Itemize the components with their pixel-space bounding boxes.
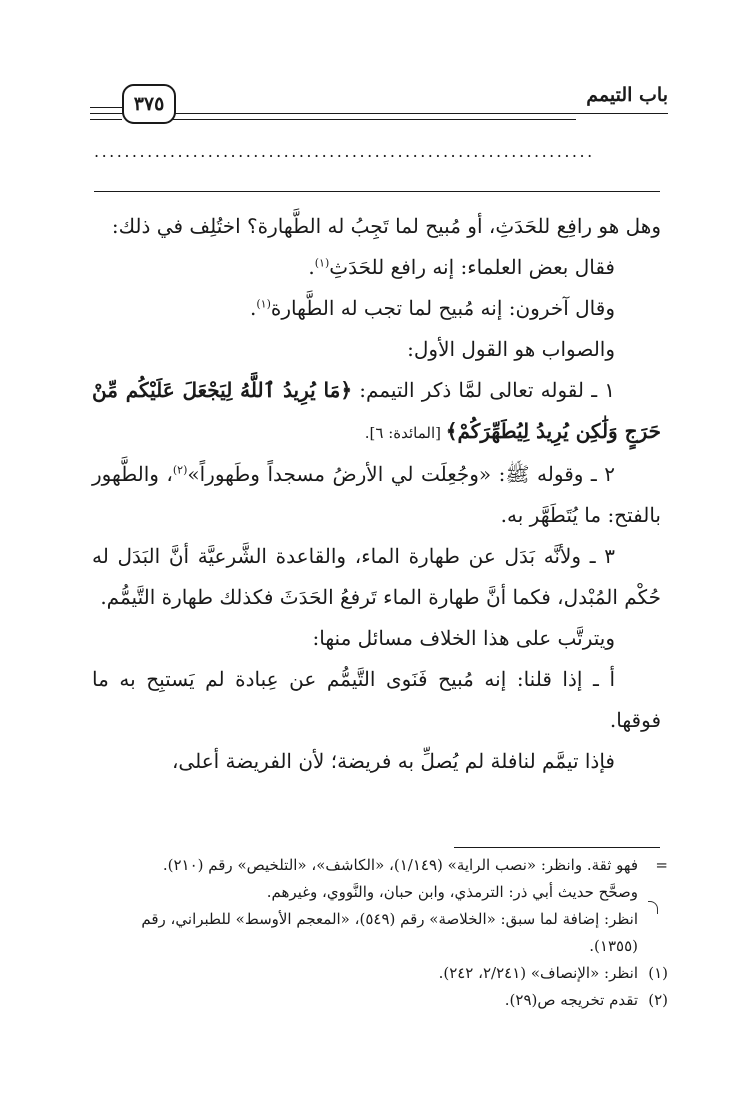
dotted-separator: .................................................................. <box>94 142 595 161</box>
footnote-rule <box>454 847 660 848</box>
footnote-number: = <box>655 856 668 874</box>
footnote-text: انظر: إضافة لما سبق: «الخلاصة» رقم (٥٤٩)، «المعجم الأوسط» للطبراني، رقم (١٣٥٥). <box>141 910 638 955</box>
paragraph: والصواب هو القول الأول: <box>407 337 615 361</box>
footnote <box>92 906 668 960</box>
paragraph: وهل هو رافِع للحَدَثِ، أو مُبيح لما تَجِبُ له الطَّهارة؟ اختُلِف في ذلك: <box>111 214 661 238</box>
page-number: ٣٧٥ <box>122 84 176 124</box>
footnote-marker: (١) <box>256 297 271 311</box>
paragraph-text: . <box>250 296 257 320</box>
paragraph-text: ١ ـ لقوله تعالى لمَّا ذكر التيمم: <box>352 378 615 402</box>
main-text <box>92 206 661 782</box>
paragraph: أ ـ إذا قلنا: إنه مُبيح فَنَوى التَّيمُّم عن عِبادة لم يَستبِح به ما فوقها. <box>92 667 661 732</box>
footnote <box>92 960 668 987</box>
footnote <box>92 879 668 906</box>
paragraph-text: ٢ ـ وقوله ﷺ: «وجُعِلَت لي الأرضُ مسجداً وطَهوراً» <box>187 462 615 486</box>
footnote-number: (٢) <box>648 991 668 1009</box>
footnote-number: (١) <box>648 964 668 982</box>
quran-verse: ﴿مَا يُرِيدُ ٱللَّهُ لِيَجْعَلَ عَلَيْكُم مِّنْ حَرَجٍ وَلَٰكِن يُرِيدُ لِيُطَهِّرَكُمْ﴾ <box>92 378 661 443</box>
paragraph <box>92 247 661 288</box>
paragraph-text: ، والطَّهور بالفتح: ما يُتَطَهَّر به. <box>92 462 661 527</box>
footnote-marker: (١) <box>314 256 330 270</box>
footnote-number <box>638 906 668 960</box>
footnote-marker: (٢) <box>172 463 188 477</box>
footnote-text: انظر: «الإنصاف» (٢/٢٤١، ٢٤٢). <box>438 964 638 982</box>
paragraph-text: وقال آخرون: إنه مُبيح لما تجب له الطَّهارة <box>270 296 615 320</box>
footnote-number <box>638 879 668 906</box>
header-rule <box>90 113 668 114</box>
paragraph-text: فقال بعض العلماء: إنه رافع للحَدَثِ <box>329 255 615 279</box>
footnote <box>92 987 668 1014</box>
footnote-text: تقدم تخريجه ص(٢٩). <box>504 991 638 1009</box>
footnotes <box>92 852 668 1014</box>
paragraph: ٣ ـ ولأنَّه بَدَل عن طهارة الماء، والقاعدة الشَّرعيَّة أنَّ البَدَل له حُكْم المُبْدل، فكما أنَّ طهارة الماء تَرفعُ الحَدَثَ فكذلك طهارة التَّيمُّم. <box>92 544 661 609</box>
page-header <box>90 80 668 124</box>
top-divider <box>94 191 660 192</box>
verse-reference: [المائدة: ٦]. <box>364 424 446 442</box>
header-rule <box>90 107 122 108</box>
footnote <box>92 852 668 879</box>
footnote-text: وصحَّح حديث أبي ذر: الترمذي، وابن حبان، والنَّووي، وغيرهم. <box>266 883 638 901</box>
paragraph: ويترتَّب على هذا الخلاف مسائل منها: <box>312 626 615 650</box>
paragraph: فإذا تيمَّم لنافلة لم يُصلِّ به فريضة؛ لأن الفريضة أعلى، <box>171 749 615 773</box>
paragraph <box>92 288 661 329</box>
footnote-text: فهو ثقة. وانظر: «نصب الراية» (١/١٤٩)، «الكاشف»، «التلخيص» رقم (٢١٠). <box>162 856 638 874</box>
paragraph-text: . <box>308 255 315 279</box>
header-rule <box>90 119 122 120</box>
header-rule <box>172 119 576 120</box>
chapter-title: باب التيمم <box>586 84 668 106</box>
paragraph <box>92 370 661 454</box>
paragraph <box>92 454 661 536</box>
